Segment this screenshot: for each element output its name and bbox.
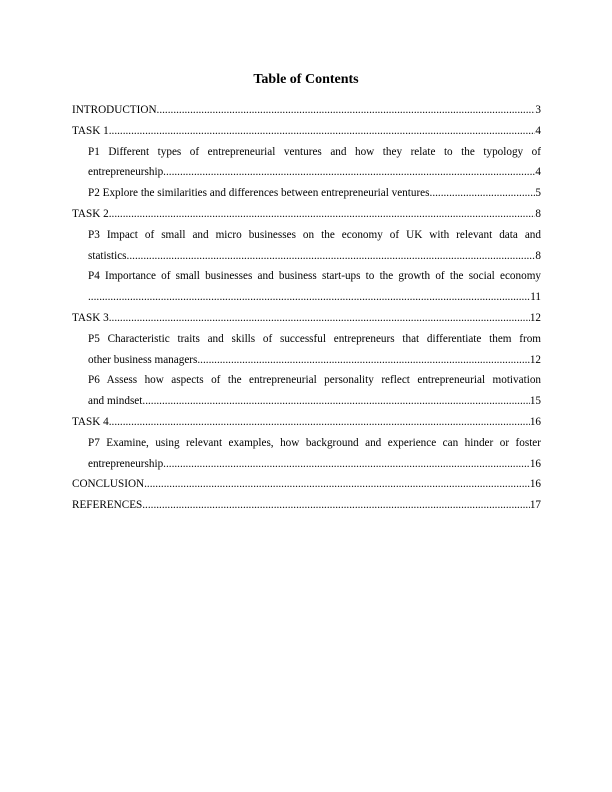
toc-entry-label-line-2: other business managers: [88, 353, 198, 366]
toc-entry-references[interactable]: [72, 495, 541, 516]
dot-leader: [109, 412, 530, 433]
dot-leader: [142, 495, 530, 516]
toc-page-number: 16: [529, 415, 541, 428]
toc-page-number: 17: [529, 499, 541, 512]
toc-entry-label: P2 Explore the similarities and differences between entrepreneurial ventures: [88, 187, 430, 200]
dot-leader: [109, 121, 536, 142]
dot-leader: [142, 391, 529, 412]
dot-leader: [430, 183, 536, 204]
toc-entry-label-line-1: P4 Importance of small businesses and business start-ups to the growth of the social economy: [88, 270, 541, 283]
dot-leader: [144, 474, 530, 495]
toc-entry-label: TASK 2: [72, 207, 109, 220]
toc-entry-p5[interactable]: [72, 329, 541, 371]
toc-entry-label: TASK 3: [72, 311, 109, 324]
toc-entry-conclusion[interactable]: [72, 474, 541, 495]
toc-entry-label: INTRODUCTION: [72, 104, 157, 116]
toc-page-number: 4: [535, 166, 541, 179]
toc-entry-p1[interactable]: [72, 142, 541, 184]
dot-leader: [109, 308, 530, 329]
toc-entry-p4[interactable]: [72, 266, 541, 308]
toc-entry-label-line-1: P3 Impact of small and micro businesses on the economy of UK with relevant data and: [88, 228, 541, 241]
toc-page-number: 15: [529, 395, 541, 408]
dot-leader: [197, 350, 529, 371]
toc-page-number: 16: [529, 457, 541, 470]
toc-entry-label-line-1: P6 Assess how aspects of the entrepreneurial personality reflect entrepreneurial motivation: [88, 374, 541, 387]
toc-entry-task-1[interactable]: [72, 121, 541, 142]
toc-page-number: 11: [530, 291, 541, 304]
toc-page-number: 16: [529, 478, 541, 491]
toc-page-number: 3: [535, 104, 541, 116]
toc-entry-introduction[interactable]: [72, 100, 541, 121]
dot-leader: [127, 246, 536, 267]
toc-entry-p2[interactable]: [72, 183, 541, 204]
toc-entry-label-line-2: and mindset: [88, 395, 143, 408]
toc-entry-label-line-2: entrepreneurship: [88, 457, 164, 470]
toc-entry-task-3[interactable]: [72, 308, 541, 329]
table-of-contents: [72, 100, 541, 516]
toc-page-number: 8: [535, 207, 541, 220]
toc-entry-label-line-2: statistics: [88, 249, 127, 262]
toc-entry-label: CONCLUSION: [72, 478, 145, 491]
toc-entry-task-4[interactable]: [72, 412, 541, 433]
dot-leader: [109, 204, 536, 225]
toc-page-number: 4: [535, 124, 541, 137]
dot-leader: [163, 454, 530, 475]
toc-entry-label: TASK 1: [72, 124, 109, 137]
toc-entry-p6[interactable]: [72, 370, 541, 412]
toc-entry-p7[interactable]: [72, 433, 541, 475]
toc-page-number: 8: [535, 249, 541, 262]
toc-entry-label-line-1: P7 Examine, using relevant examples, how background and experience can hinder or foster: [88, 436, 541, 449]
toc-entry-label: REFERENCES: [72, 499, 143, 512]
toc-entry-p3[interactable]: [72, 225, 541, 267]
toc-page-number: 12: [529, 353, 541, 366]
toc-entry-task-2[interactable]: [72, 204, 541, 225]
dot-leader: [163, 162, 535, 183]
toc-entry-label-line-1: P5 Characteristic traits and skills of successful entrepreneurs that differentiate them from: [88, 332, 541, 345]
toc-page-number: 12: [529, 311, 541, 324]
dot-leader: [157, 100, 536, 121]
toc-page-number: 5: [535, 187, 541, 200]
dot-leader: [88, 287, 530, 308]
toc-entry-label: TASK 4: [72, 415, 109, 428]
toc-entry-label-line-1: P1 Different types of entrepreneurial ventures and how they relate to the typology of: [88, 145, 541, 158]
page-title: Table of Contents: [253, 72, 359, 87]
toc-entry-label-line-2: entrepreneurship: [88, 166, 164, 179]
